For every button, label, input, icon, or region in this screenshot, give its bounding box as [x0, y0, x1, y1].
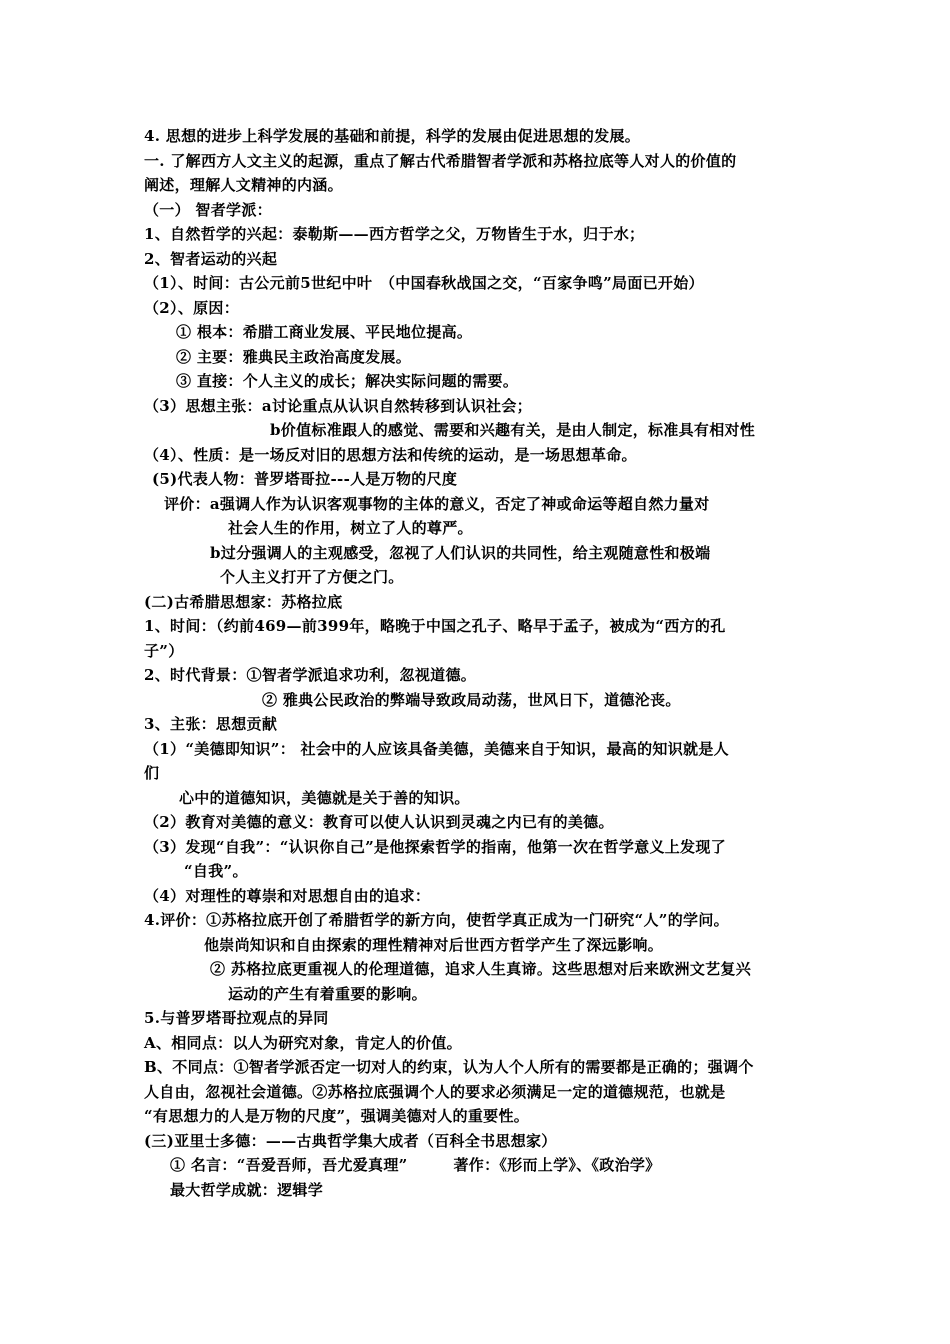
- text-line: b过分强调人的主观感受，忽视了人们认识的共同性，给主观随意性和极端: [210, 543, 711, 562]
- text-line: 心中的道德知识，美德就是关于善的知识。: [179, 788, 470, 807]
- text-line: B、不同点：①智者学派否定一切对人的约束，认为人个人所有的需要都是正确的；强调个: [144, 1058, 754, 1076]
- subsection-heading: (三)亚里士多德：——古典哲学集大成者（百科全书思想家）: [144, 1131, 557, 1150]
- text-line: 他崇尚知识和自由探索的理性精神对后世西方哲学产生了深远影响。: [204, 935, 664, 954]
- text-line: 4.评价：①苏格拉底开创了希腊哲学的新方向，使哲学真正成为一门研究“人”的学问。: [144, 911, 729, 929]
- text-line: 评价：a强调人作为认识客观事物的主体的意义，否定了神或命运等超自然力量对: [164, 494, 710, 513]
- text-line: 5.与普罗塔哥拉观点的异同: [144, 1009, 329, 1027]
- text-line: 4. 思想的进步上科学发展的基础和前提，科学的发展由促进思想的发展。: [144, 127, 641, 145]
- document-body: [144, 124, 814, 1202]
- text-line: （1）“美德即知识”： 社会中的人应该具备美德，美德来自于知识，最高的知识就是人: [144, 739, 729, 758]
- text-line: （4）、性质：是一场反对旧的思想方法和传统的运动，是一场思想革命。: [144, 445, 637, 464]
- section-heading: 一. 了解西方人文主义的起源，重点了解古代希腊智者学派和苏格拉底等人对人的价值的: [144, 151, 737, 170]
- text-line: ③ 直接：个人主义的成长；解决实际问题的需要。: [176, 372, 519, 390]
- text-line: 2、智者运动的兴起: [144, 249, 278, 268]
- text-line: 社会人生的作用，树立了人的尊严。: [228, 519, 473, 537]
- text-line: （2）、原因：: [144, 298, 240, 317]
- text-line: ② 雅典公民政治的弊端导致政局动荡，世风日下，道德沦丧。: [262, 690, 681, 709]
- text-line: A、相同点：以人为研究对象，肯定人的价值。: [144, 1033, 462, 1052]
- subsection-heading: （一） 智者学派：: [144, 200, 272, 219]
- subsection-heading: (二)古希腊思想家：苏格拉底: [144, 592, 343, 611]
- text-line: 人自由，忽视社会道德。②苏格拉底强调个人的要求必须满足一定的道德规范，也就是: [144, 1082, 726, 1101]
- text-line: （4）对理性的尊崇和对思想自由的追求：: [144, 886, 431, 905]
- text-line: ① 根本：希腊工商业发展、平民地位提高。: [176, 323, 473, 341]
- text-line: “自我”。: [184, 862, 248, 880]
- text-line: 最大哲学成就：逻辑学: [170, 1180, 324, 1199]
- text-line: （2）教育对美德的意义：教育可以使人认识到灵魂之内已有的美德。: [144, 813, 614, 831]
- text-line: b价值标准跟人的感觉、需要和兴趣有关，是由人制定，标准具有相对性: [270, 421, 756, 439]
- text-line: ② 苏格拉底更重视人的伦理道德，追求人生真谛。这些思想对后来欧洲文艺复兴: [210, 960, 752, 978]
- text-line: 3、主张：思想贡献: [144, 715, 278, 733]
- text-line: （3）发现“自我”：“认识你自己”是他探索哲学的指南，他第一次在哲学意义上发现了: [144, 837, 726, 856]
- text-line: (5)代表人物：普罗塔哥拉---人是万物的尺度: [152, 470, 458, 488]
- text-line: 1、自然哲学的兴起：泰勒斯——西方哲学之父，万物皆生于水，归于水；: [144, 225, 645, 243]
- text-line: ② 主要：雅典民主政治高度发展。: [176, 347, 412, 366]
- text-line: 2、时代背景：①智者学派追求功利，忽视道德。: [144, 666, 477, 684]
- text-line: 们: [144, 764, 160, 782]
- text-line: 个人主义打开了方便之门。: [220, 568, 404, 586]
- text-line: 1、时间：（约前469—前399年，略晚于中国之孔子、略早于孟子，被成为“西方的孔: [144, 617, 726, 635]
- text-line: （3）思想主张：a讨论重点从认识自然转移到认识社会；: [144, 396, 532, 415]
- text-line: 运动的产生有着重要的影响。: [228, 984, 427, 1003]
- text-line: 子”）: [144, 641, 184, 660]
- text-line: 阐述，理解人文精神的内涵。: [144, 176, 343, 194]
- text-line: （1）、时间：古公元前5世纪中叶 （中国春秋战国之交，“百家争鸣”局面已开始）: [144, 274, 704, 292]
- text-line: “有思想力的人是万物的尺度”，强调美德对人的重要性。: [144, 1107, 530, 1125]
- text-line: ① 名言：“吾爱吾师，吾尤爱真理” 著作：《形而上学》、《政治学》: [170, 1156, 661, 1174]
